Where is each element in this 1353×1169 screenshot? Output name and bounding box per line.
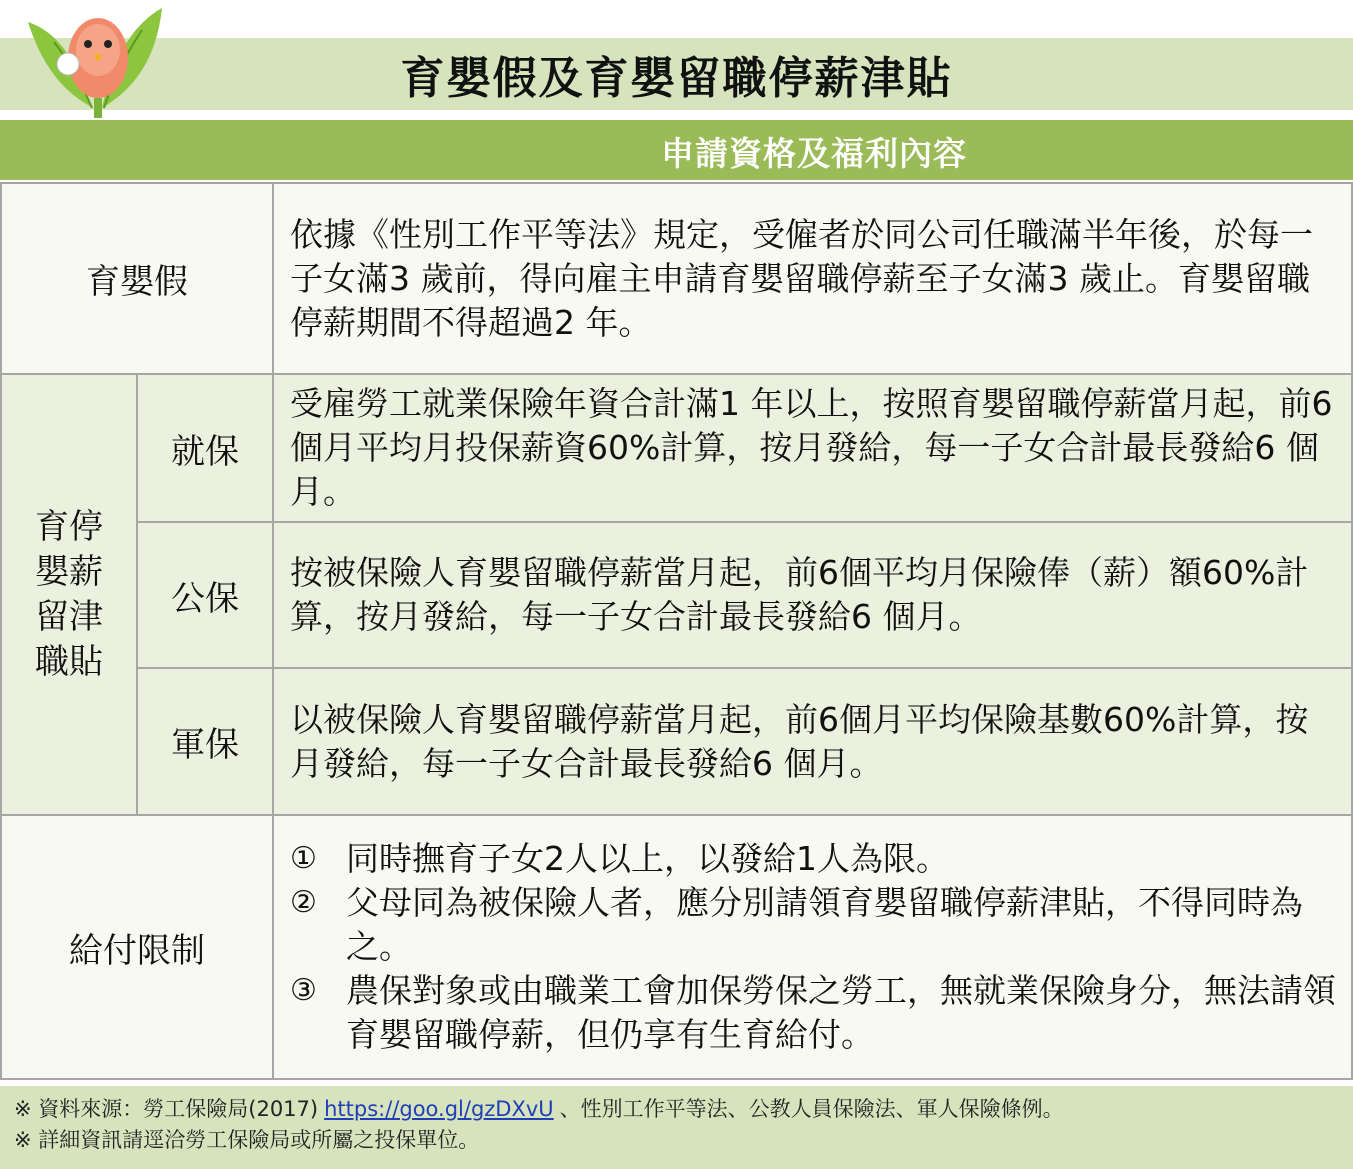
list-number: ② — [290, 885, 317, 920]
label-char: 嬰 — [35, 551, 69, 592]
footer-info-line: ※ 詳細資訊請逕洽勞工保險局或所屬之投保單位。 — [14, 1128, 480, 1152]
military-insurance-text: 以被保險人育嬰留職停薪當月起，前6個月平均保險基數60%計算，按月發給，每一子女合計最長發給6 個月。 — [272, 667, 1353, 816]
allowance-vertical-label — [35, 505, 103, 685]
list-item — [290, 881, 1337, 969]
list-text: 父母同為被保險人者，應分別請領育嬰留職停薪津貼，不得同時為之。 — [346, 883, 1303, 966]
label-char: 貼 — [69, 641, 103, 682]
label-allowance — [0, 373, 138, 816]
footer-source-prefix: ※ 資料來源：勞工保險局(2017) — [14, 1097, 319, 1121]
footer-source-suffix: 、性別工作平等法、公教人員保險法、軍人保險條例。 — [559, 1097, 1064, 1121]
label-char: 育 — [35, 506, 69, 547]
bird-logo-icon — [18, 2, 168, 120]
payment-limits-cell — [272, 814, 1353, 1080]
list-item — [290, 837, 1337, 881]
label-char: 薪 — [69, 551, 103, 592]
label-payment-limits: 給付限制 — [0, 814, 274, 1080]
label-char: 停 — [69, 506, 103, 547]
header-row — [0, 120, 1353, 182]
label-char: 津 — [69, 596, 103, 637]
footer-notes — [0, 1086, 1353, 1169]
list-text: 農保對象或由職業工會加保勞保之勞工，無就業保險身分，無法請領育嬰留職停薪，但仍享有生育給付。 — [346, 971, 1336, 1054]
label-char: 職 — [35, 641, 69, 682]
source-link[interactable]: https://goo.gl/gzDXvU — [324, 1097, 554, 1121]
list-number: ① — [290, 841, 317, 876]
employment-insurance-text: 受雇勞工就業保險年資合計滿1 年以上，按照育嬰留職停薪當月起，前6 個月平均月投保薪資60%計算，按月發給，每一子女合計最長發給6 個月。 — [272, 373, 1353, 523]
list-number: ③ — [290, 973, 317, 1008]
label-military-insurance: 軍保 — [136, 667, 274, 816]
page-title: 育嬰假及育嬰留職停薪津貼 — [400, 53, 953, 104]
footer-source-line — [14, 1094, 1339, 1125]
label-parental-leave: 育嬰假 — [0, 182, 274, 375]
list-item — [290, 969, 1337, 1057]
civil-servant-insurance-text: 按被保險人育嬰留職停薪當月起，前6個平均月保險俸（薪）額60%計算，按月發給，每一子女合計最長發給6 個月。 — [272, 521, 1353, 669]
parental-leave-text: 依據《性別工作平等法》規定，受僱者於同公司任職滿半年後，於每一子女滿3 歲前，得向雇主申請育嬰留職停薪至子女滿3 歲止。育嬰留職停薪期間不得超過2 年。 — [272, 182, 1353, 375]
label-employment-insurance: 就保 — [136, 373, 274, 523]
payment-limits-list — [290, 837, 1337, 1057]
list-text: 同時撫育子女2人以上，以發給1人為限。 — [346, 839, 949, 878]
label-civil-servant-insurance: 公保 — [136, 521, 274, 669]
header-title: 申請資格及福利內容 — [661, 133, 967, 173]
label-char: 留 — [35, 596, 69, 637]
